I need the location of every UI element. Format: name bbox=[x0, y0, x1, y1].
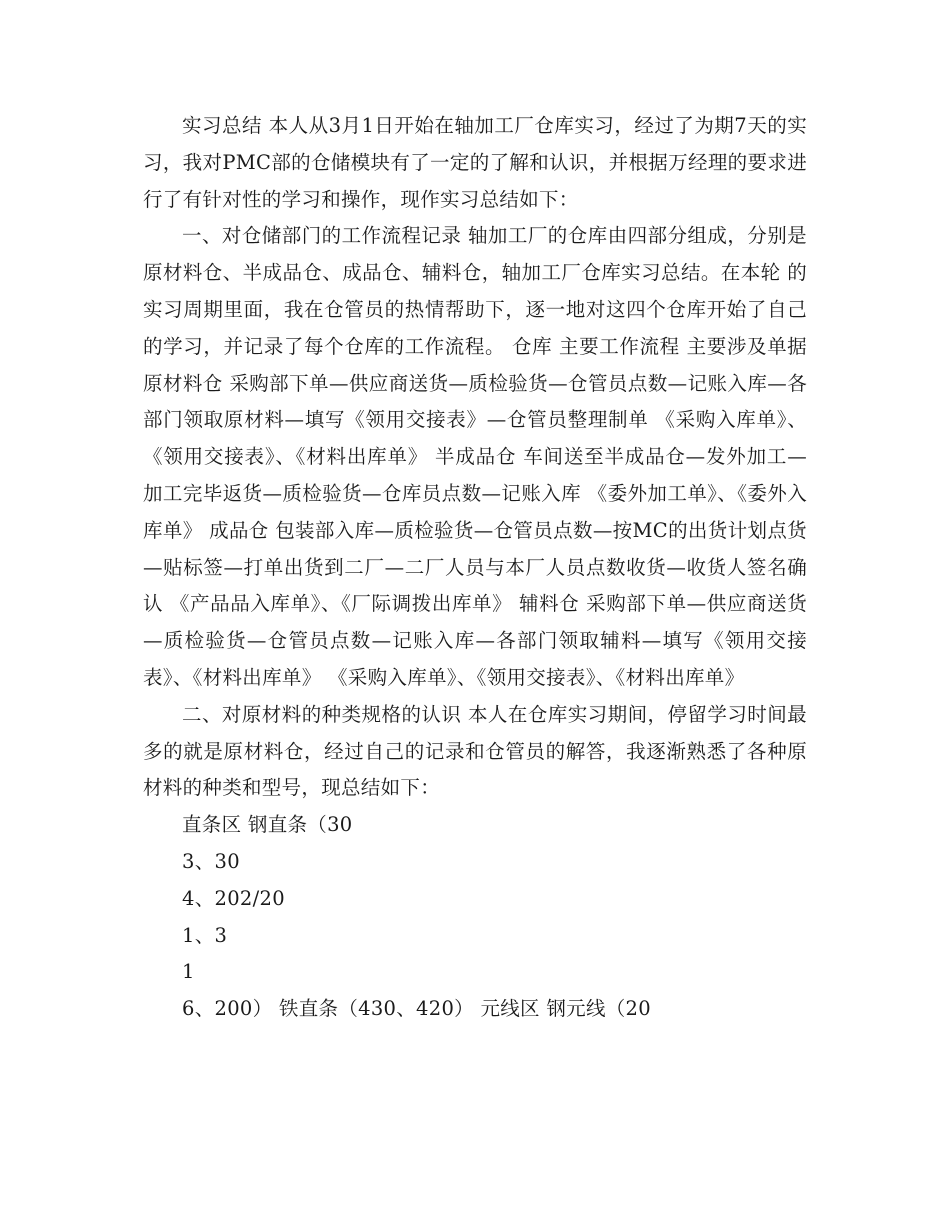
paragraph-workflow: 一、对仓储部门的工作流程记录 轴加工厂的仓库由四部分组成，分别是原材料仓、半成品仓、成品仓、辅料仓，轴加工厂仓库实习总结。在本轮 的实习周期里面，我在仓管员的热情帮助下，逐一地对这四个仓库开始了自己的学习，并记录了每个仓库的工作流程。 仓库 主要工作流程 主要涉及单据 原材料仓 采购部下单—供应商送货—质检验货—仓管员点数—记账入库—各部门领取原材料—填写《领用交接表》—仓管员整理制单 《采购入库单》、《领用交接表》、《材料出库单》 半成品仓 车间送至半成品仓—发外加工—加工完毕返货—质检验货—仓库员点数—记账入库 《委外加工单》、《委外入库单》 成品仓 包装部入库—质检验货—仓管员点数—按MC的出货计划点货—贴标签—打单出货到二厂—二厂人员与本厂人员点数收货—收货人签名确认 《产品品入库单》、《厂际调拨出库单》 辅料仓 采购部下单—供应商送货—质检验货—仓管员点数—记账入库—各部门领取辅料—填写《领用交接表》、《材料出库单》 《采购入库单》、《领用交接表》、《材料出库单》 bbox=[143, 224, 807, 689]
text-line: 直条区 钢直条（30 bbox=[182, 813, 353, 837]
paragraph-materials: 二、对原材料的种类规格的认识 本人在仓库实习期间，停留学习时间最多的就是原材料仓，经过自己的记录和仓管员的解答，我逐渐熟悉了各种原材料的种类和型号，现总结如下： bbox=[143, 702, 807, 800]
text-line: 4、202/20 bbox=[182, 886, 285, 910]
text-line: 6、200） 铁直条（430、420） 元线区 钢元线（20 bbox=[182, 997, 651, 1021]
paragraph-intro: 实习总结 本人从3月1日开始在轴加工厂仓库实习，经过了为期7天的实习，我对PMC部的仓储模块有了一定的了解和认识，并根据万经理的要求进行了有针对性的学习和操作，现作实习总结如下： bbox=[143, 114, 807, 211]
text-line: 3、30 bbox=[182, 849, 240, 873]
document-body bbox=[143, 108, 807, 1028]
text-line: 1、3 bbox=[182, 923, 228, 947]
text-line: 1 bbox=[182, 960, 195, 984]
